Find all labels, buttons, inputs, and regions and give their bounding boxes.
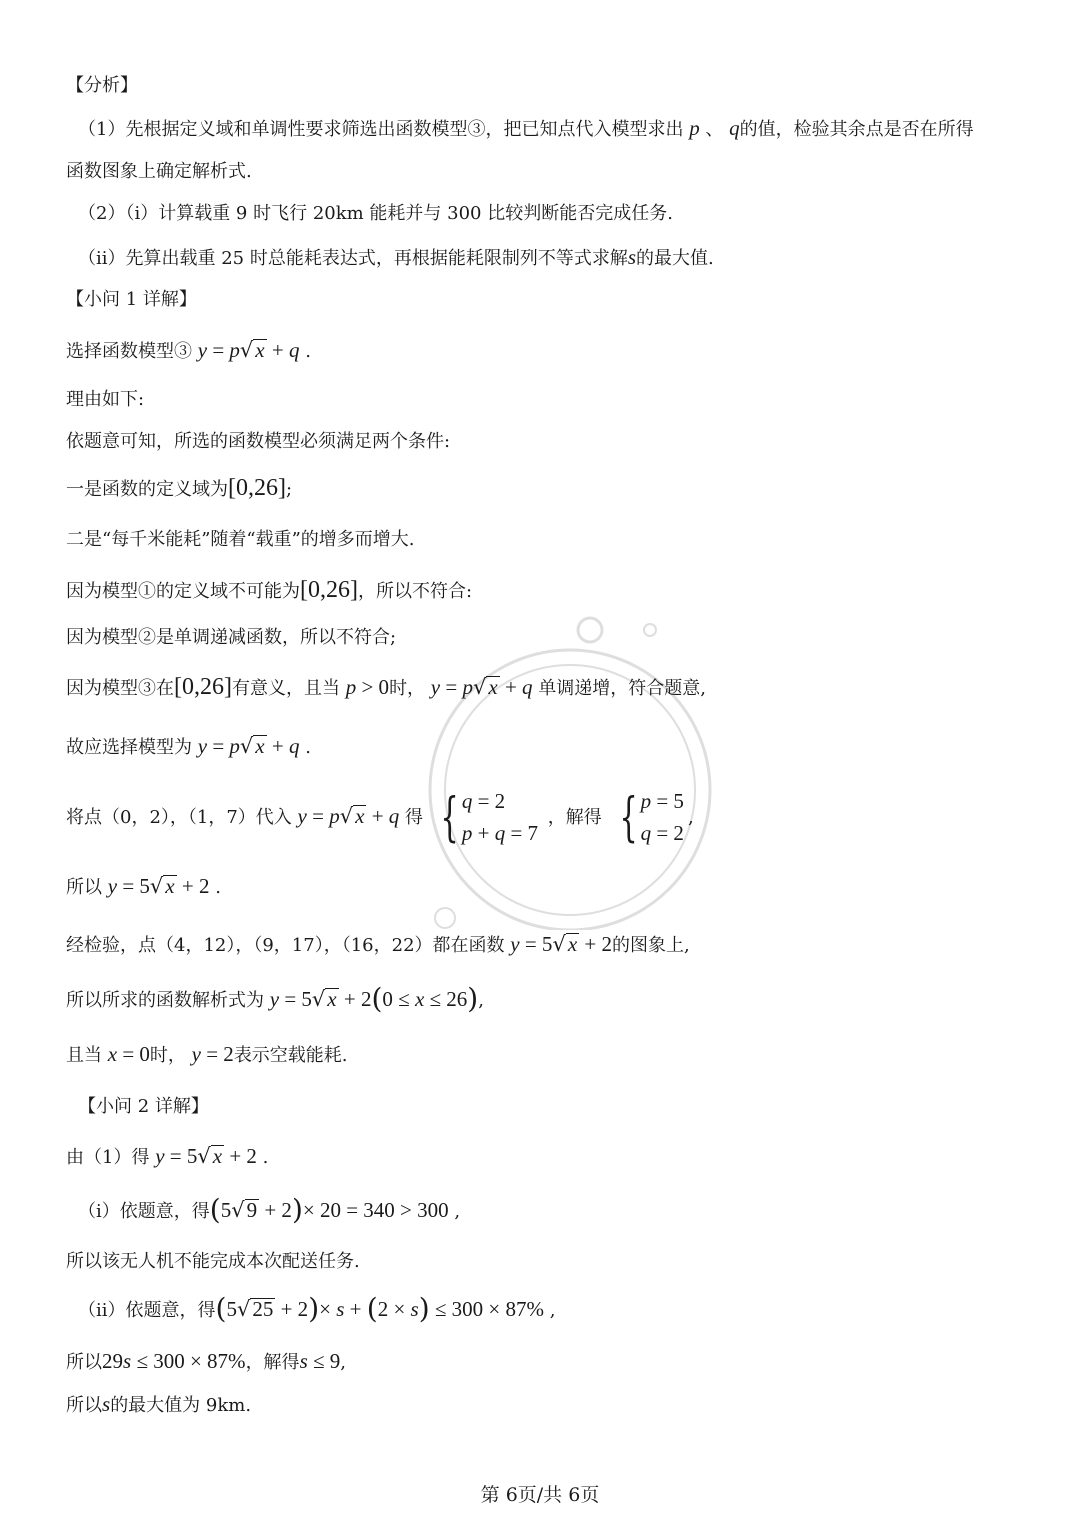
q1-model3: 因为模型③在[0,26]有意义，且当 p > 0时， y = p√x + q 单调递增，符合题意, — [66, 674, 706, 700]
analysis-header: 【分析】 — [66, 75, 138, 96]
q1-check: 经检验，点（4，12），（9，17），（16，22）都在函数 y = 5√x + 2的图象上, — [66, 932, 690, 956]
q1-model2: 因为模型②是单调递减函数，所以不符合; — [66, 627, 397, 648]
q2-part-ii-solve: 所以29s ≤ 300 × 87%，解得s ≤ 9, — [66, 1349, 347, 1373]
q1-cond-intro: 依题意可知，所选的函数模型必须满足两个条件: — [66, 431, 451, 452]
q2-part-i: （i）依题意，得(5√9 + 2)× 20 = 340 > 300 , — [78, 1193, 461, 1226]
q2-answer: 所以s的最大值为 9km. — [66, 1392, 252, 1416]
watermark-stamp — [420, 600, 720, 930]
q1-empty-load: 且当 x = 0时， y = 2表示空载能耗. — [66, 1042, 348, 1066]
q1-model1: 因为模型①的定义域不可能为[0,26]，所以不符合: — [66, 577, 473, 603]
q1-pick: 故应选择模型为 y = p√x + q . — [66, 734, 311, 758]
analysis-item-1-cont: 函数图象上确定解析式. — [66, 161, 252, 182]
q2-part-i-conclusion: 所以该无人机不能完成本次配送任务. — [66, 1251, 360, 1272]
q2-from: 由（1）得 y = 5√x + 2 . — [66, 1144, 269, 1168]
page-footer: 第 6页/共 6页 — [480, 1484, 600, 1506]
q1-choose: 选择函数模型③ y = p√x + q . — [66, 338, 311, 362]
q2-part-ii: （ii）依题意，得(5√25 + 2)× s + (2 × s) ≤ 300 × 87% , — [78, 1292, 556, 1325]
q1-reason: 理由如下: — [66, 389, 145, 410]
q1-header: 【小问 1 详解】 — [66, 289, 197, 310]
analysis-item-2: （2）（i）计算载重 9 时飞行 20km 能耗并与 300 比较判断能否完成任务. — [78, 203, 673, 224]
q1-so: 所以 y = 5√x + 2 . — [66, 874, 221, 898]
q1-cond2: 二是“每千米能耗”随着“载重”的增多而增大. — [66, 529, 415, 550]
analysis-item-1: （1）先根据定义域和单调性要求筛选出函数模型③，把已知点代入模型求出 p 、 q的值，检验其余点是否在所得 — [78, 116, 974, 140]
q2-header: 【小问 2 详解】 — [78, 1096, 209, 1117]
analysis-item-3: （ii）先算出载重 25 时总能耗表达式，再根据能耗限制列不等式求解s的最大值. — [78, 245, 714, 269]
q1-substitute: 将点（0，2），（1，7）代入 y = p√x + q 得 { q = 2 p + q = 7 ，解得 { p = 5 q = 2 , — [66, 788, 694, 848]
equation-system-2: { p = 5 q = 2 — [618, 788, 684, 848]
equation-system-1: { q = 2 p + q = 7 — [440, 788, 539, 848]
q1-cond1: 一是函数的定义域为[0,26]; — [66, 475, 293, 501]
q1-final: 所以所求的函数解析式为 y = 5√x + 2(0 ≤ x ≤ 26), — [66, 982, 484, 1015]
